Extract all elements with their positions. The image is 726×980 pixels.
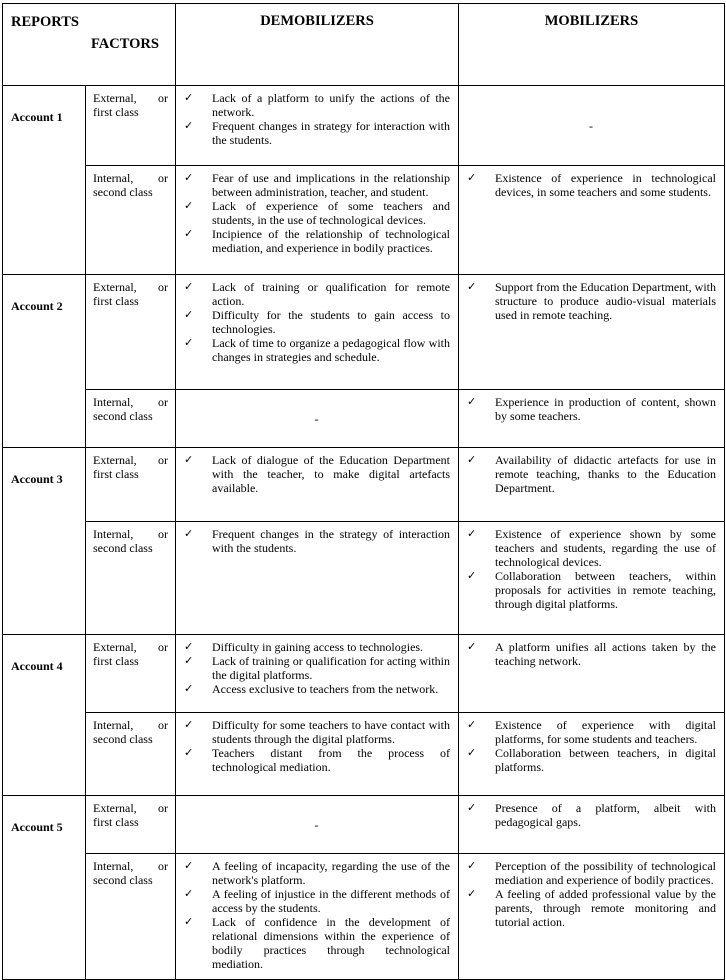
list-item-text: Incipience of the relationship of technological mediation, and experience in bodily practices.	[212, 227, 450, 255]
factor-cell	[86, 448, 176, 522]
list-item-text: Lack of training or qualification for acting within the digital platforms.	[212, 654, 450, 682]
list-item	[466, 527, 716, 569]
list-item-text: Access exclusive to teachers from the network.	[212, 682, 439, 696]
checkmark-icon: ✓	[467, 171, 477, 184]
check-list	[466, 171, 716, 199]
factor-class: second class	[93, 732, 153, 746]
list-item-text: A feeling of added professional value by the parents, through remote monitoring and tutorial action.	[495, 887, 716, 929]
list-item	[183, 640, 450, 654]
empty-cell-dash: -	[314, 412, 319, 426]
reports-table	[2, 3, 725, 980]
check-list	[183, 718, 450, 774]
demobilizers-cell	[176, 854, 459, 980]
table-row	[3, 713, 725, 796]
factor-line	[93, 280, 168, 294]
mobilizers-cell	[459, 166, 725, 275]
checkmark-icon: ✓	[467, 280, 477, 293]
list-item-text: Frequent changes in the strategy of interaction with the students.	[212, 527, 450, 555]
list-item-text: Lack of a platform to unify the actions of the network.	[212, 91, 450, 119]
account-label: Account 4	[3, 635, 86, 796]
list-item-text: Lack of confidence in the development of relational dimensions within the experience of bodily practices through technological mediation.	[212, 915, 450, 971]
list-item-text: A feeling of injustice in the different methods of access by the students.	[212, 887, 450, 915]
list-item	[183, 654, 450, 682]
factor-cell	[86, 86, 176, 166]
list-item-text: Difficulty in gaining access to technologies.	[212, 640, 424, 654]
factor-class: second class	[93, 409, 153, 423]
checkmark-icon: ✓	[184, 336, 194, 349]
empty-cell-dash: -	[589, 119, 593, 133]
table-body	[3, 4, 725, 980]
factor-or: or	[158, 91, 168, 105]
checkmark-icon: ✓	[467, 746, 477, 759]
list-item-text: Lack of dialogue of the Education Department with the teacher, to make digital artefacts available.	[212, 453, 450, 495]
mobilizers-header: MOBILIZERS	[459, 4, 725, 86]
table-row	[3, 522, 725, 635]
check-list	[466, 801, 716, 829]
list-item-text: Perception of the possibility of technological mediation and experience of bodily practices.	[495, 859, 716, 887]
mobilizers-cell	[459, 796, 725, 854]
mobilizers-cell	[459, 448, 725, 522]
list-item-text: Fear of use and implications in the relationship between administration, teacher, and student.	[212, 171, 450, 199]
factor-line	[93, 171, 168, 185]
list-item-text: Availability of didactic artefacts for use in remote teaching, thanks to the Education Department.	[495, 453, 716, 495]
account-label: Account 5	[3, 796, 86, 980]
factor-type: External,	[93, 640, 137, 654]
factor-or: or	[158, 453, 168, 467]
factor-or: or	[158, 859, 168, 873]
list-item	[183, 915, 450, 971]
checkmark-icon: ✓	[184, 227, 194, 240]
list-item-text: A feeling of incapacity, regarding the use of the network's platform.	[212, 859, 450, 887]
checkmark-icon: ✓	[467, 569, 477, 582]
factor-type: External,	[93, 280, 137, 294]
factor-class: first class	[93, 294, 139, 308]
factor-type: Internal,	[93, 718, 134, 732]
factor-class: first class	[93, 467, 139, 481]
list-item	[183, 227, 450, 255]
factor-class: second class	[93, 873, 153, 887]
factor-or: or	[158, 527, 168, 541]
factor-line	[93, 640, 168, 654]
empty-cell-dash: -	[314, 818, 319, 832]
list-item	[183, 91, 450, 119]
factor-class: first class	[93, 654, 139, 668]
checkmark-icon: ✓	[184, 527, 194, 540]
factor-class: second class	[93, 185, 153, 199]
factor-or: or	[158, 280, 168, 294]
factor-line	[93, 395, 168, 409]
list-item-text: Collaboration between teachers, within proposals for activities in remote teaching, through digital platforms.	[495, 569, 716, 611]
checkmark-icon: ✓	[467, 527, 477, 540]
table-row	[3, 86, 725, 166]
demobilizers-cell	[176, 635, 459, 713]
list-item-text: Lack of time to organize a pedagogical flow with changes in strategies and schedule.	[212, 336, 450, 364]
mobilizers-cell	[459, 390, 725, 448]
demobilizers-cell	[176, 448, 459, 522]
checkmark-icon: ✓	[184, 199, 194, 212]
list-item	[466, 859, 716, 887]
mobilizers-cell	[459, 522, 725, 635]
list-item	[183, 199, 450, 227]
factor-type: External,	[93, 453, 137, 467]
list-item	[183, 308, 450, 336]
list-item	[466, 887, 716, 929]
checkmark-icon: ✓	[467, 801, 477, 814]
checkmark-icon: ✓	[184, 654, 194, 667]
factor-line	[93, 801, 168, 815]
factor-class: second class	[93, 541, 153, 555]
check-list	[466, 280, 716, 322]
factor-type: Internal,	[93, 527, 134, 541]
checkmark-icon: ✓	[184, 859, 194, 872]
check-list	[466, 640, 716, 668]
table-row	[3, 448, 725, 522]
list-item-text: Difficulty for some teachers to have contact with students through the digital platforms.	[212, 718, 450, 746]
checkmark-icon: ✓	[184, 119, 194, 132]
table-row	[3, 390, 725, 448]
factor-class: first class	[93, 815, 139, 829]
checkmark-icon: ✓	[184, 280, 194, 293]
list-item	[466, 746, 716, 774]
demobilizers-cell	[176, 166, 459, 275]
reports-factors-header	[3, 4, 176, 86]
mobilizers-cell	[459, 635, 725, 713]
checkmark-icon: ✓	[184, 887, 194, 900]
demobilizers-cell	[176, 796, 459, 854]
list-item	[183, 718, 450, 746]
checkmark-icon: ✓	[467, 640, 477, 653]
factor-type: Internal,	[93, 859, 134, 873]
list-item	[183, 682, 450, 696]
table-row	[3, 635, 725, 713]
list-item	[466, 453, 716, 495]
header-row	[3, 4, 725, 86]
factor-or: or	[158, 171, 168, 185]
mobilizers-cell	[459, 86, 725, 166]
table-row	[3, 275, 725, 390]
list-item	[183, 859, 450, 887]
demobilizers-cell	[176, 713, 459, 796]
demobilizers-header: DEMOBILIZERS	[176, 4, 459, 86]
factor-type: External,	[93, 91, 137, 105]
checkmark-icon: ✓	[467, 395, 477, 408]
checkmark-icon: ✓	[184, 915, 194, 928]
demobilizers-cell	[176, 275, 459, 390]
table-row	[3, 166, 725, 275]
check-list	[183, 171, 450, 255]
factor-line	[93, 718, 168, 732]
table-row	[3, 796, 725, 854]
list-item	[183, 280, 450, 308]
checkmark-icon: ✓	[184, 640, 194, 653]
account-label: Account 3	[3, 448, 86, 635]
list-item	[466, 171, 716, 199]
demobilizers-cell	[176, 86, 459, 166]
list-item	[183, 171, 450, 199]
check-list	[466, 527, 716, 611]
header-factors-label: FACTORS	[91, 36, 159, 52]
list-item-text: Existence of experience in technological devices, in some teachers and some students.	[495, 171, 716, 199]
checkmark-icon: ✓	[184, 171, 194, 184]
checkmark-icon: ✓	[467, 887, 477, 900]
list-item-text: Lack of training or qualification for remote action.	[212, 280, 450, 308]
factor-cell	[86, 635, 176, 713]
list-item	[183, 336, 450, 364]
list-item	[183, 887, 450, 915]
check-list	[183, 91, 450, 147]
check-list	[466, 395, 716, 423]
list-item	[183, 746, 450, 774]
factor-cell	[86, 796, 176, 854]
checkmark-icon: ✓	[184, 746, 194, 759]
factor-or: or	[158, 801, 168, 815]
list-item-text: Difficulty for the students to gain access to technologies.	[212, 308, 450, 336]
list-item	[466, 395, 716, 423]
factor-line	[93, 91, 168, 105]
factor-cell	[86, 522, 176, 635]
list-item	[466, 640, 716, 668]
checkmark-icon: ✓	[184, 91, 194, 104]
table-row	[3, 854, 725, 980]
checkmark-icon: ✓	[184, 308, 194, 321]
factor-or: or	[158, 640, 168, 654]
list-item-text: Existence of experience shown by some teachers and students, regarding the use of technological devices.	[495, 527, 716, 569]
list-item	[466, 280, 716, 322]
factor-line	[93, 527, 168, 541]
check-list	[466, 718, 716, 774]
check-list	[466, 859, 716, 929]
checkmark-icon: ✓	[184, 718, 194, 731]
list-item-text: Experience in production of content, shown by some teachers.	[495, 395, 716, 423]
check-list	[183, 453, 450, 495]
list-item-text: Support from the Education Department, with structure to produce audio-visual materials used in remote teaching.	[495, 280, 716, 322]
factor-cell	[86, 390, 176, 448]
checkmark-icon: ✓	[467, 718, 477, 731]
factor-type: Internal,	[93, 395, 134, 409]
list-item-text: Frequent changes in strategy for interaction with the students.	[212, 119, 450, 147]
list-item-text: Presence of a platform, albeit with pedagogical gaps.	[495, 801, 716, 829]
factor-or: or	[158, 395, 168, 409]
demobilizers-cell	[176, 522, 459, 635]
factor-cell	[86, 713, 176, 796]
check-list	[183, 527, 450, 555]
check-list	[466, 453, 716, 495]
factor-or: or	[158, 718, 168, 732]
demobilizers-cell	[176, 390, 459, 448]
factor-class: first class	[93, 105, 139, 119]
mobilizers-cell	[459, 854, 725, 980]
mobilizers-cell	[459, 275, 725, 390]
list-item-text: Teachers distant from the process of technological mediation.	[212, 746, 450, 774]
mobilizers-cell	[459, 713, 725, 796]
checkmark-icon: ✓	[184, 682, 194, 695]
account-label: Account 1	[3, 86, 86, 275]
header-reports-label: REPORTS	[11, 14, 79, 30]
factor-cell	[86, 275, 176, 390]
check-list	[183, 640, 450, 696]
factor-type: Internal,	[93, 171, 134, 185]
factor-cell	[86, 166, 176, 275]
checkmark-icon: ✓	[184, 453, 194, 466]
factor-type: External,	[93, 801, 137, 815]
check-list	[183, 280, 450, 364]
list-item-text: A platform unifies all actions taken by the teaching network.	[495, 640, 716, 668]
list-item	[466, 569, 716, 611]
checkmark-icon: ✓	[467, 453, 477, 466]
list-item-text: Collaboration between teachers, in digital platforms.	[495, 746, 716, 774]
list-item	[466, 718, 716, 746]
checkmark-icon: ✓	[467, 859, 477, 872]
list-item	[183, 453, 450, 495]
list-item-text: Lack of experience of some teachers and students, in the use of technological devices.	[212, 199, 450, 227]
factor-cell	[86, 854, 176, 980]
list-item	[466, 801, 716, 829]
list-item	[183, 119, 450, 147]
check-list	[183, 859, 450, 971]
factor-line	[93, 453, 168, 467]
account-label: Account 2	[3, 275, 86, 448]
factor-line	[93, 859, 168, 873]
list-item-text: Existence of experience with digital platforms, for some students and teachers.	[495, 718, 716, 746]
list-item	[183, 527, 450, 555]
